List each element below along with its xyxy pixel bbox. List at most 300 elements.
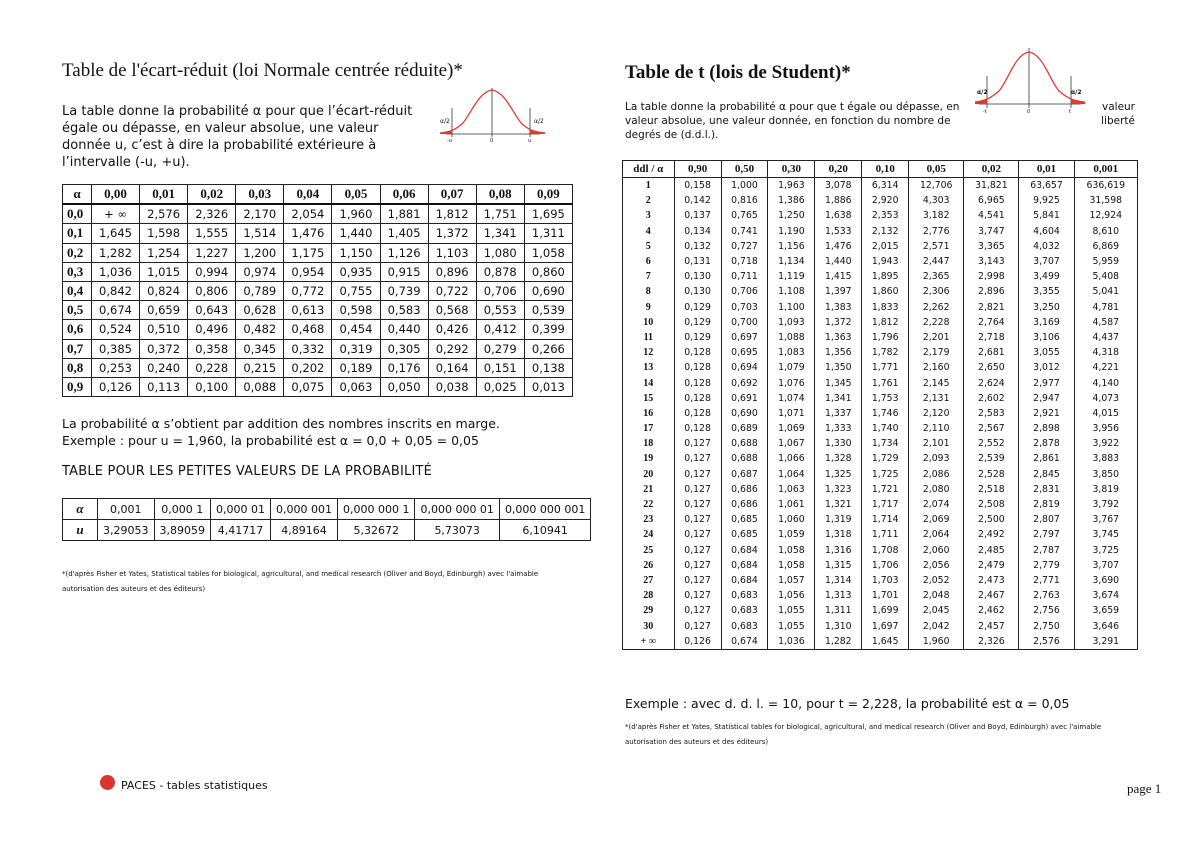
normal-table-cell: 0,755 (332, 281, 380, 300)
normal-table-cell: 0,372 (140, 339, 188, 358)
t-table-cell: 2,831 (1019, 482, 1074, 497)
t-table-cell: 4,541 (964, 208, 1019, 223)
t-table-cell: 2,763 (1019, 588, 1074, 603)
t-table-cell: 3,143 (964, 254, 1019, 269)
t-table-cell: 3,883 (1074, 451, 1137, 466)
t-table-cell: 0,127 (674, 543, 721, 558)
t-table-cell: 2,807 (1019, 512, 1074, 527)
t-table-cell: 1,250 (768, 208, 815, 223)
small-table-u-row (63, 520, 591, 541)
normal-table-cell: 0,266 (524, 339, 572, 358)
t-table-cell: 2,552 (964, 436, 1019, 451)
t-table-cell: 0,684 (721, 558, 768, 573)
t-table-cell: 1,753 (862, 391, 909, 406)
normal-table-title: Table de l'écart-réduit (loi Normale centrée réduite)* (62, 60, 463, 81)
t-table-cell: 1,833 (862, 300, 909, 315)
t-table-cell: 3,792 (1074, 497, 1137, 512)
t-table-cell: 4,221 (1074, 360, 1137, 375)
normal-table-cell: 0,454 (332, 320, 380, 339)
t-table-cell: 1,100 (768, 300, 815, 315)
t-table-row-header: 4 (623, 224, 675, 239)
normal-table-cell: + ∞ (91, 204, 139, 224)
normal-table-row-header: 0,6 (63, 320, 92, 339)
normal-table-cell: 2,326 (188, 204, 236, 224)
t-table-cell: 1,943 (862, 254, 909, 269)
t-table-row (623, 406, 1138, 421)
t-table-cell: 0,126 (674, 634, 721, 650)
t-table-cell: 1,397 (815, 284, 862, 299)
normal-table-cell: 0,038 (428, 377, 476, 396)
t-table-row (623, 527, 1138, 542)
t-table-cell: 3,922 (1074, 436, 1137, 451)
t-table-cell: 1,060 (768, 512, 815, 527)
small-table-alpha-cell: 0,000 01 (211, 499, 271, 520)
small-table-alpha-label: α (63, 499, 98, 520)
t-table-cell: 3,646 (1074, 618, 1137, 633)
t-table-cell: 1,812 (862, 315, 909, 330)
normal-table-col: 0,09 (524, 185, 572, 205)
t-table-row-header: 3 (623, 208, 675, 223)
normal-table-cell: 0,842 (91, 281, 139, 300)
t-table-col: 0,20 (815, 161, 862, 178)
t-table-cell: 2,845 (1019, 467, 1074, 482)
normal-table-col: 0,03 (236, 185, 284, 205)
t-table-row-header: 13 (623, 360, 675, 375)
normal-table-row (63, 301, 573, 320)
normal-table-cell: 1,103 (428, 243, 476, 262)
normal-table-cell: 1,175 (284, 243, 332, 262)
t-table-cell: 0,674 (721, 634, 768, 650)
t-table-cell: 2,462 (964, 603, 1019, 618)
t-table-row-header: 28 (623, 588, 675, 603)
t-table-row (623, 193, 1138, 208)
t-table-cell: 2,485 (964, 543, 1019, 558)
normal-table-cell: 1,440 (332, 224, 380, 243)
normal-table-cell: 0,860 (524, 262, 572, 281)
normal-table-cell: 0,013 (524, 377, 572, 396)
t-table-cell: 4,318 (1074, 345, 1137, 360)
t-table-cell: 0,127 (674, 467, 721, 482)
t-table-cell: 0,127 (674, 588, 721, 603)
t-table-cell: 2,201 (909, 330, 964, 345)
normal-table-cell: 0,345 (236, 339, 284, 358)
t-table-cell: 2,878 (1019, 436, 1074, 451)
t-table-cell: 3,850 (1074, 467, 1137, 482)
t-table-cell: 2,681 (964, 345, 1019, 360)
t-table-cell: 2,042 (909, 618, 964, 633)
t-table-cell: 1,310 (815, 618, 862, 633)
t-table-cell: 0,128 (674, 360, 721, 375)
normal-table-row (63, 204, 573, 224)
normal-table-cell: 1,476 (284, 224, 332, 243)
t-table-cell: 1,316 (815, 543, 862, 558)
t-table-cell: 2,797 (1019, 527, 1074, 542)
t-table-cell: 0,127 (674, 603, 721, 618)
t-table-cell: 2,492 (964, 527, 1019, 542)
t-table-cell: 0,128 (674, 421, 721, 436)
t-table-cell: 1,057 (768, 573, 815, 588)
normal-table-cell: 0,539 (524, 301, 572, 320)
normal-table-col: 0,07 (428, 185, 476, 205)
normal-table-row (63, 339, 573, 358)
t-table-cell: 0,683 (721, 618, 768, 633)
t-table-row-header: + ∞ (623, 634, 675, 650)
t-table-cell: 1,036 (768, 634, 815, 650)
t-table-row (623, 330, 1138, 345)
t-table-row-header: 9 (623, 300, 675, 315)
normal-table-cell: 1,881 (380, 204, 428, 224)
t-table-cell: 2,518 (964, 482, 1019, 497)
t-table-col: 0,50 (721, 161, 768, 178)
t-table-cell: 8,610 (1074, 224, 1137, 239)
right-footnote: *(d'après Fisher et Yates, Statistical tables for biological, agricultural, and medical research (Oliver and Boyd, Edinburgh) avec l'aimable autorisation des auteurs et des éditeurs) (625, 723, 1102, 746)
normal-table-row-header: 0,2 (63, 243, 92, 262)
t-table-cell: 2,756 (1019, 603, 1074, 618)
t-table-cell: 3,250 (1019, 300, 1074, 315)
t-table-row (623, 618, 1138, 633)
t-table-cell: 1,440 (815, 254, 862, 269)
t-table-cell: 2,056 (909, 558, 964, 573)
normal-table-row-header: 0,1 (63, 224, 92, 243)
t-table-row-header: 24 (623, 527, 675, 542)
normal-table-cell: 0,659 (140, 301, 188, 320)
t-table-cell: 3,747 (964, 224, 1019, 239)
normal-table-cell: 0,176 (380, 358, 428, 377)
t-table-row-header: 29 (623, 603, 675, 618)
t-table-cell: 3,355 (1019, 284, 1074, 299)
t-table-cell: 1,134 (768, 254, 815, 269)
normal-table-cell: 0,482 (236, 320, 284, 339)
t-table-cell: 1,734 (862, 436, 909, 451)
small-table-alpha-cell: 0,000 000 1 (337, 499, 414, 520)
t-table-cell: 1,740 (862, 421, 909, 436)
normal-table-header-row (63, 185, 573, 205)
t-table-cell: 1,321 (815, 497, 862, 512)
normal-table-intro: La table donne la probabilité α pour que l’écart-réduit égale ou dépasse, en valeur absolue, une valeur donnée u, c’est à dire la probabilité extérieure à l’intervalle (-u, +u). (62, 104, 413, 170)
t-table-cell: 1,108 (768, 284, 815, 299)
t-table-cell: 1,079 (768, 360, 815, 375)
t-table-cell: 9,925 (1019, 193, 1074, 208)
normal-table-cell: 1,150 (332, 243, 380, 262)
t-table-cell: 1,706 (862, 558, 909, 573)
t-table-cell: 0,706 (721, 284, 768, 299)
normal-table-row-header: 0,4 (63, 281, 92, 300)
normal-table-cell: 0,510 (140, 320, 188, 339)
t-table-cell: 0,127 (674, 451, 721, 466)
footer-left (100, 778, 268, 793)
t-table-cell: 0,129 (674, 330, 721, 345)
normal-table-col: 0,02 (188, 185, 236, 205)
t-table-cell: 4,303 (909, 193, 964, 208)
t-table-cell: 1,333 (815, 421, 862, 436)
normal-table-col: 0,01 (140, 185, 188, 205)
normal-table-row (63, 224, 573, 243)
t-table-cell: 3,169 (1019, 315, 1074, 330)
t-table-cell: 0,690 (721, 406, 768, 421)
t-table-cell: 3,767 (1074, 512, 1137, 527)
normal-table-cell: 0,440 (380, 320, 428, 339)
t-table-cell: 0,694 (721, 360, 768, 375)
normal-table-cell: 0,690 (524, 281, 572, 300)
normal-table-cell: 1,645 (91, 224, 139, 243)
t-table-row-header: 22 (623, 497, 675, 512)
t-table-cell: 2,131 (909, 391, 964, 406)
t-table-cell: 636,619 (1074, 178, 1137, 194)
t-table-cell: 1,356 (815, 345, 862, 360)
t-table-cell: 31,821 (964, 178, 1019, 194)
normal-table-cell: 1,695 (524, 204, 572, 224)
t-table-cell: 1,071 (768, 406, 815, 421)
small-table-u-cell: 5,73073 (415, 520, 499, 541)
t-table-cell: 6,869 (1074, 239, 1137, 254)
t-table-col: 0,05 (909, 161, 964, 178)
t-table-cell: 2,624 (964, 375, 1019, 390)
t-table-cell: 3,182 (909, 208, 964, 223)
t-table-cell: 3,499 (1019, 269, 1074, 284)
t-table-cell: 1,386 (768, 193, 815, 208)
small-table-alpha-cell: 0,000 000 01 (415, 499, 499, 520)
small-table-alpha-cell: 0,000 000 001 (499, 499, 590, 520)
normal-table-cell: 0,935 (332, 262, 380, 281)
t-table-cell: 0,137 (674, 208, 721, 223)
t-table-cell: 1,708 (862, 543, 909, 558)
t-table-cell: 2,015 (862, 239, 909, 254)
t-table-cell: 1,061 (768, 497, 815, 512)
t-table-cell: 2,583 (964, 406, 1019, 421)
t-curve-label-t: t (1069, 109, 1071, 115)
normal-table-row-header: 0,8 (63, 358, 92, 377)
t-table-cell: 1,782 (862, 345, 909, 360)
normal-table-cell: 0,399 (524, 320, 572, 339)
t-table-cell: 2,093 (909, 451, 964, 466)
small-table-u-cell: 4,89164 (270, 520, 337, 541)
t-table-cell: 1,190 (768, 224, 815, 239)
t-table-cell: 2,819 (1019, 497, 1074, 512)
t-table-cell: 1,069 (768, 421, 815, 436)
t-table-row-header: 14 (623, 375, 675, 390)
normal-table-cell: 1,311 (524, 224, 572, 243)
normal-table-cell: 1,282 (91, 243, 139, 262)
t-table-cell: 1,083 (768, 345, 815, 360)
t-table-row-header: 23 (623, 512, 675, 527)
t-table-cell: 0,687 (721, 467, 768, 482)
t-table-cell: 3,055 (1019, 345, 1074, 360)
t-table-row-header: 26 (623, 558, 675, 573)
normal-table-cell: 1,200 (236, 243, 284, 262)
normal-table-cell: 0,189 (332, 358, 380, 377)
t-table-cell: 2,947 (1019, 391, 1074, 406)
normal-table-example: Exemple : pour u = 1,960, la probabilité est α = 0,0 + 0,05 = 0,05 (62, 433, 479, 448)
t-table-row-header: 17 (623, 421, 675, 436)
t-table-cell: 0,129 (674, 315, 721, 330)
normal-table-cell: 0,568 (428, 301, 476, 320)
t-table-cell: 0,134 (674, 224, 721, 239)
t-table-cell: 2,764 (964, 315, 1019, 330)
t-table-cell: 2,650 (964, 360, 1019, 375)
footer-left-text: PACES - tables statistiques (121, 779, 268, 792)
t-table-row-header: 18 (623, 436, 675, 451)
t-table-cell: 2,064 (909, 527, 964, 542)
normal-distribution-table (62, 184, 573, 397)
t-table-cell: 1,067 (768, 436, 815, 451)
normal-table-cell: 1,015 (140, 262, 188, 281)
t-table-row (623, 178, 1138, 194)
normal-table-cell: 0,292 (428, 339, 476, 358)
normal-table-cell: 0,126 (91, 377, 139, 396)
t-table-cell: 2,080 (909, 482, 964, 497)
t-table-cell: 1,074 (768, 391, 815, 406)
normal-table-cell: 1,598 (140, 224, 188, 243)
t-table-cell: 0,692 (721, 375, 768, 390)
normal-table-cell: 1,960 (332, 204, 380, 224)
t-table-cell: 1,476 (815, 239, 862, 254)
t-table-cell: 2,576 (1019, 634, 1074, 650)
t-table-cell: 2,718 (964, 330, 1019, 345)
t-table-cell: 1,746 (862, 406, 909, 421)
normal-table-row (63, 377, 573, 396)
t-table-cell: 4,073 (1074, 391, 1137, 406)
normal-table-cell: 0,319 (332, 339, 380, 358)
t-table-cell: 2,479 (964, 558, 1019, 573)
normal-table-cell: 0,412 (476, 320, 524, 339)
t-table-cell: 0,816 (721, 193, 768, 208)
normal-table-cell: 1,058 (524, 243, 572, 262)
normal-table-cell: 0,426 (428, 320, 476, 339)
normal-table-cell: 0,151 (476, 358, 524, 377)
t-table-cell: 0,695 (721, 345, 768, 360)
t-table-cell: 3,291 (1074, 634, 1137, 650)
small-table-u-cell: 3,29053 (98, 520, 155, 541)
t-curve-label-alpha-right: α/2 (1071, 89, 1082, 96)
t-table-cell: 2,353 (862, 208, 909, 223)
curve-label-alpha-right: α/2 (534, 118, 544, 125)
t-table-cell: 4,032 (1019, 239, 1074, 254)
t-table-col: 0,02 (964, 161, 1019, 178)
small-table-u-cell: 3,89059 (154, 520, 211, 541)
small-values-table (62, 498, 591, 541)
t-table-cell: 2,861 (1019, 451, 1074, 466)
t-table-cell: 2,779 (1019, 558, 1074, 573)
t-table-cell: 5,041 (1074, 284, 1137, 299)
t-table-cell: 2,787 (1019, 543, 1074, 558)
t-table-cell: 2,998 (964, 269, 1019, 284)
normal-table-cell: 0,674 (91, 301, 139, 320)
t-table-cell: 1,314 (815, 573, 862, 588)
t-table-body (623, 178, 1138, 650)
normal-table-cell: 0,583 (380, 301, 428, 320)
t-table-row (623, 284, 1138, 299)
t-table-row (623, 224, 1138, 239)
t-table-cell: 0,127 (674, 618, 721, 633)
small-table-u-cell: 6,10941 (499, 520, 590, 541)
t-table-cell: 0,686 (721, 482, 768, 497)
t-table-cell: 1,056 (768, 588, 815, 603)
t-table-cell: 1,311 (815, 603, 862, 618)
t-table-cell: 3,725 (1074, 543, 1137, 558)
normal-table-cell: 0,722 (428, 281, 476, 300)
t-table-cell: 1,860 (862, 284, 909, 299)
t-table-cell: 2,086 (909, 467, 964, 482)
t-table-cell: 2,110 (909, 421, 964, 436)
student-table-liberty-note: valeur liberté (1101, 101, 1135, 127)
t-table-cell: 0,128 (674, 391, 721, 406)
t-table-row-header: 6 (623, 254, 675, 269)
normal-table-row (63, 281, 573, 300)
student-t-table (622, 160, 1138, 650)
t-table-cell: 2,921 (1019, 406, 1074, 421)
t-curve-label-minus-t: -t (983, 109, 987, 115)
t-table-cell: 0,130 (674, 284, 721, 299)
t-table-cell: 1,717 (862, 497, 909, 512)
t-table-row (623, 300, 1138, 315)
normal-table-cell: 0,253 (91, 358, 139, 377)
t-table-cell: 2,473 (964, 573, 1019, 588)
t-table-row-header: 19 (623, 451, 675, 466)
t-table-row (623, 239, 1138, 254)
normal-table-row (63, 320, 573, 339)
normal-table-cell: 2,576 (140, 204, 188, 224)
curve-label-zero: 0 (490, 138, 494, 144)
normal-table-cell: 0,050 (380, 377, 428, 396)
t-table-cell: 2,776 (909, 224, 964, 239)
t-table-cell: 0,129 (674, 300, 721, 315)
t-table-cell: 2,898 (1019, 421, 1074, 436)
t-table-cell: 1,323 (815, 482, 862, 497)
page-number: page 1 (1127, 781, 1162, 796)
t-table-cell: 4,015 (1074, 406, 1137, 421)
normal-table-cell: 0,954 (284, 262, 332, 281)
t-table-row (623, 467, 1138, 482)
t-table-cell: 1,282 (815, 634, 862, 650)
t-table-cell: 3,106 (1019, 330, 1074, 345)
normal-table-cell: 0,878 (476, 262, 524, 281)
t-table-cell: 0,700 (721, 315, 768, 330)
t-table-cell: 5,408 (1074, 269, 1137, 284)
normal-table-cell: 1,341 (476, 224, 524, 243)
normal-table-cell: 1,227 (188, 243, 236, 262)
t-table-row-header: 20 (623, 467, 675, 482)
normal-table-cell: 0,113 (140, 377, 188, 396)
small-table-u-cell: 4,41717 (211, 520, 271, 541)
t-table-cell: 0,127 (674, 482, 721, 497)
t-table-cell: 3,707 (1074, 558, 1137, 573)
normal-table-cell: 2,054 (284, 204, 332, 224)
normal-table-col: 0,06 (380, 185, 428, 205)
t-table-cell: 0,128 (674, 345, 721, 360)
student-table-intro: La table donne la probabilité α pour que t égale ou dépasse, en valeur absolue, une valeur donnée, en fonction du nombre de degrés de (d.d.l.). (625, 101, 960, 141)
t-table-cell: 6,314 (862, 178, 909, 194)
normal-table-row (63, 358, 573, 377)
normal-table-cell: 0,305 (380, 339, 428, 358)
normal-table-cell: 0,332 (284, 339, 332, 358)
normal-table-row-header: 0,5 (63, 301, 92, 320)
normal-table-col: 0,04 (284, 185, 332, 205)
t-table-cell: 1,330 (815, 436, 862, 451)
t-table-cell: 1,066 (768, 451, 815, 466)
normal-table-cell: 0,075 (284, 377, 332, 396)
t-table-col: 0,90 (674, 161, 721, 178)
t-table-row (623, 573, 1138, 588)
t-table-cell: 1,318 (815, 527, 862, 542)
normal-table-cell: 0,228 (188, 358, 236, 377)
t-table-row (623, 603, 1138, 618)
normal-table-cell: 0,240 (140, 358, 188, 377)
t-table-cell: 1,699 (862, 603, 909, 618)
t-table-cell: 3,956 (1074, 421, 1137, 436)
normal-table-cell: 0,628 (236, 301, 284, 320)
t-table-row-header: 7 (623, 269, 675, 284)
normal-table-cell: 1,555 (188, 224, 236, 243)
